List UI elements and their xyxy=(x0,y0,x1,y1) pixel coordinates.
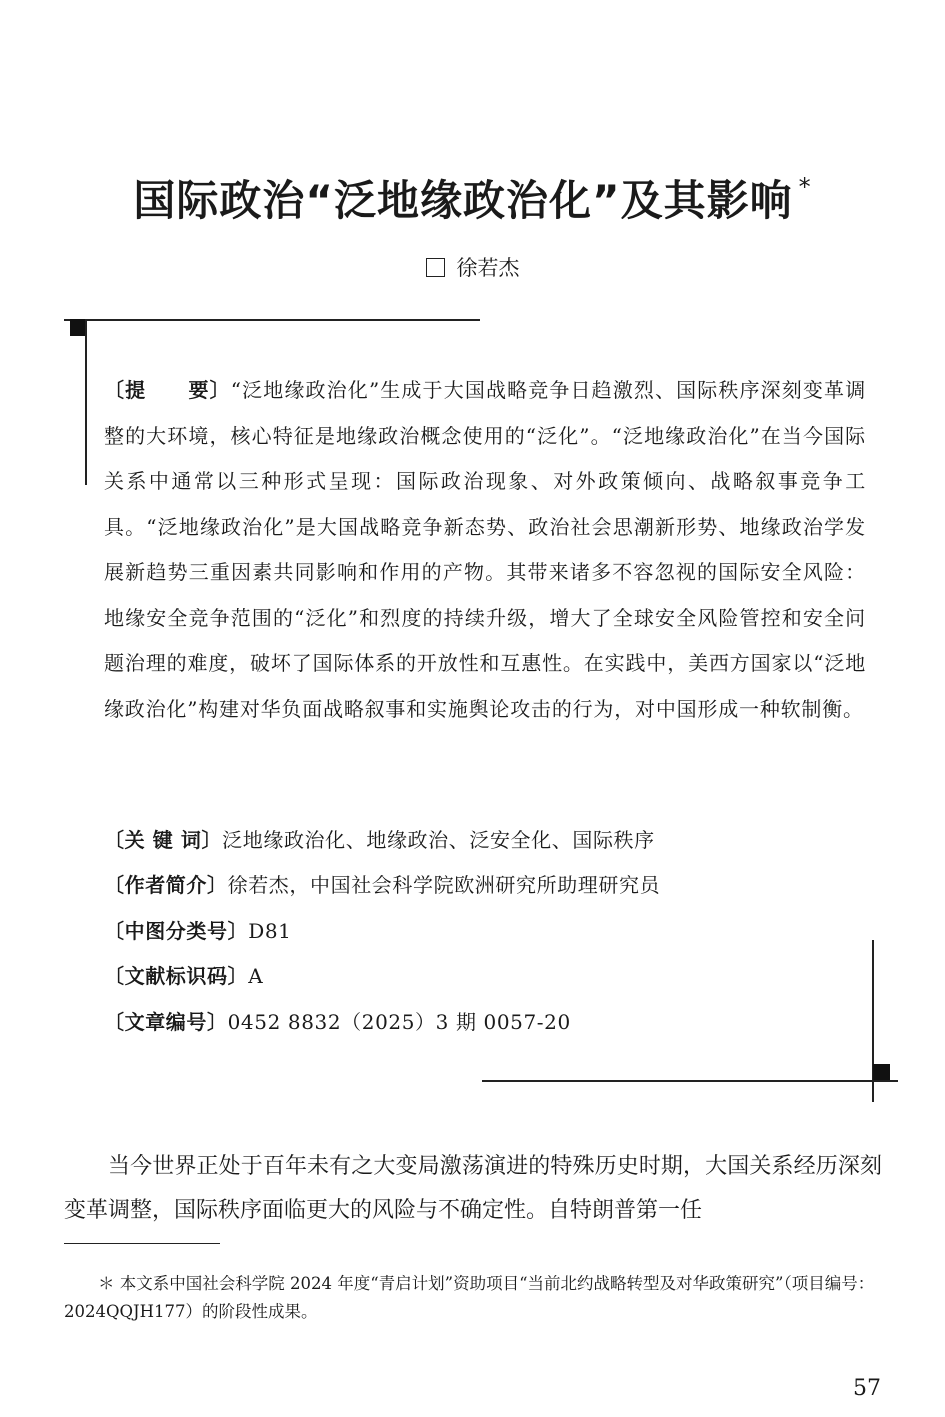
footnote-text: 本文系中国社会科学院 2024 年度“青启计划”资助项目“当前北约战略转型及对华政策研究”（项目编号：2024QQJH177）的阶段性成果。 xyxy=(64,1274,875,1321)
abstract xyxy=(104,368,866,732)
keywords-label: 〔关 键 词〕 xyxy=(104,828,223,852)
clc-line xyxy=(104,915,884,944)
clc-value: D81 xyxy=(248,919,292,943)
title-footnote-marker: * xyxy=(798,173,812,201)
clc-label: 〔中图分类号〕 xyxy=(104,919,249,943)
author-intro-line xyxy=(104,869,884,898)
author-name: 徐若杰 xyxy=(456,256,520,280)
footnote-marker: ＊ xyxy=(98,1274,115,1293)
article-no-label: 〔文章编号〕 xyxy=(104,1010,228,1034)
article-title xyxy=(0,168,945,228)
author-line xyxy=(0,252,945,282)
author-intro-value: 徐若杰，中国社会科学院欧洲研究所助理研究员 xyxy=(227,873,661,897)
body-paragraph: 当今世界正处于百年未有之大变局激荡演进的特殊历史时期，大国关系经历深刻变革调整，国际秩序面临更大的风险与不确定性。自特朗普第一任 xyxy=(64,1154,882,1223)
article-no-line xyxy=(104,1006,884,1035)
author-box-icon xyxy=(426,258,445,277)
frame-bottom-right-square-icon xyxy=(873,1064,890,1081)
frame-bottom-rule xyxy=(482,1080,898,1082)
frame-top-rule xyxy=(64,319,480,321)
body-text xyxy=(64,1145,882,1233)
abstract-label: 〔提 要〕 xyxy=(104,378,231,402)
doc-code-label: 〔文献标识码〕 xyxy=(104,964,249,988)
abstract-text: “泛地缘政治化”生成于大国战略竞争日趋激烈、国际秩序深刻变革调整的大环境，核心特征是地缘政治概念使用的“泛化”。“泛地缘政治化”在当今国际关系中通常以三种形式呈现：国际政治现象、对外政策倾向、战略叙事竞争工具。“泛地缘政治化”是大国战略竞争新态势、政治社会思潮新形势、地缘政治学发展新趋势三重因素共同影响和作用的产物。其带来诸多不容忽视的国际安全风险：地缘安全竞争范围的“泛化”和烈度的持续升级，增大了全球安全风险管控和安全问题治理的难度，破坏了国际体系的开放性和互惠性。在实践中，美西方国家以“泛地缘政治化”构建对华负面战略叙事和实施舆论攻击的行为，对中国形成一种软制衡。 xyxy=(104,378,866,721)
article-no-value: 0452 8832（2025）3 期 0057-20 xyxy=(227,1010,571,1034)
footnote-separator xyxy=(64,1243,220,1244)
footnote xyxy=(64,1270,882,1326)
author-intro-label: 〔作者简介〕 xyxy=(104,873,228,897)
page-number: 57 xyxy=(853,1376,881,1401)
doc-code-line xyxy=(104,960,884,989)
title-text: 国际政治“泛地缘政治化”及其影响 xyxy=(133,176,793,225)
frame-left-rule xyxy=(85,319,87,485)
keywords-value: 泛地缘政治化、地缘政治、泛安全化、国际秩序 xyxy=(222,828,655,852)
doc-code-value: A xyxy=(248,964,264,988)
keywords-line xyxy=(104,824,884,853)
